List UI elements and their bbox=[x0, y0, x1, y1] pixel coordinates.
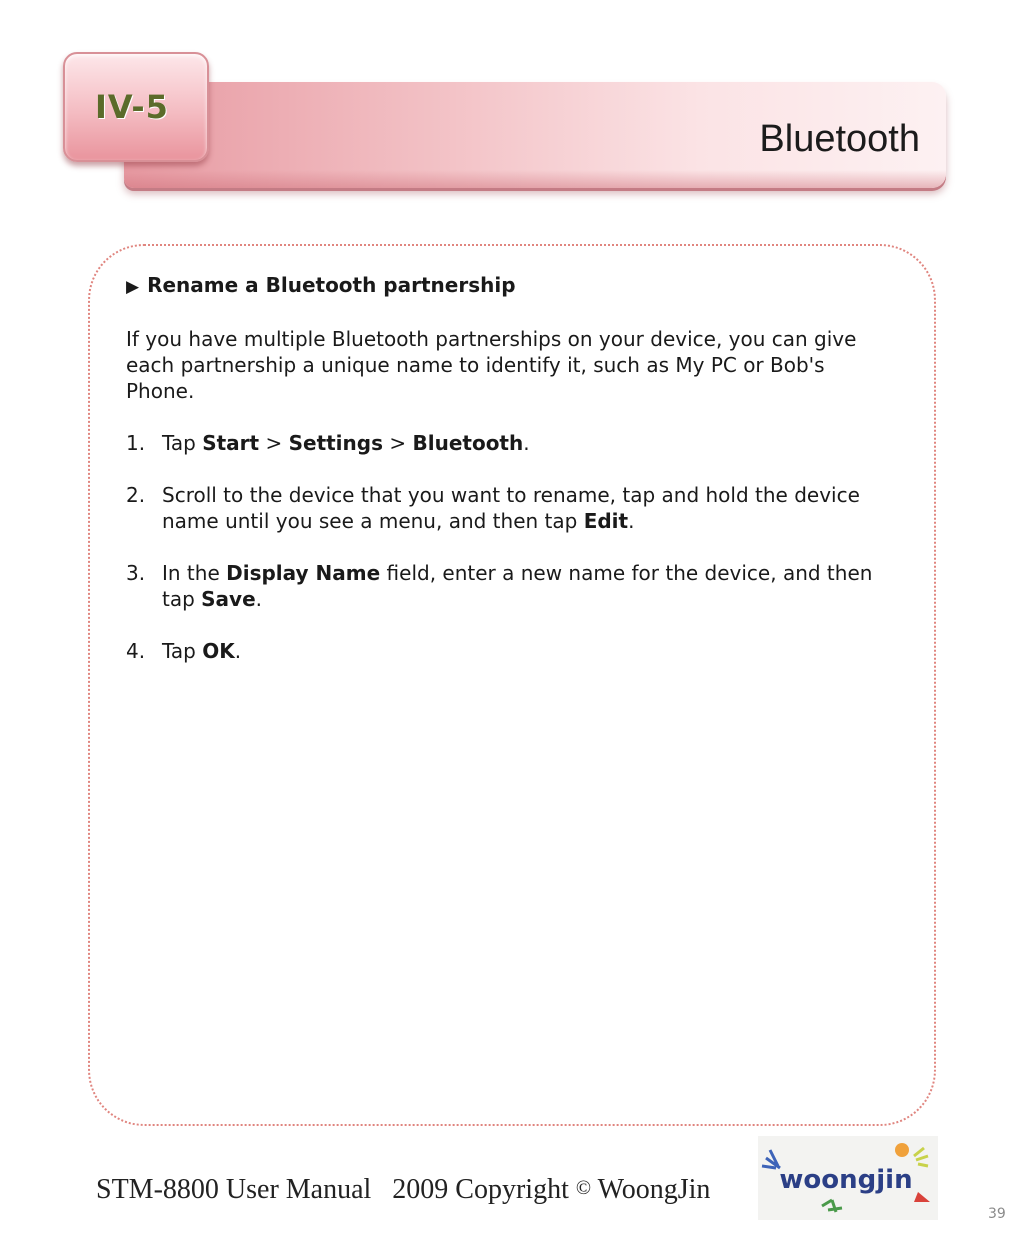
content-area bbox=[126, 272, 886, 690]
steps-list bbox=[126, 430, 886, 664]
step-text: Tap bbox=[162, 431, 203, 455]
footer-copyright bbox=[96, 1174, 710, 1206]
section-number: IV-5 bbox=[95, 88, 169, 126]
step-bold-term: OK bbox=[202, 639, 235, 663]
step-text: > bbox=[259, 431, 289, 455]
step-text: > bbox=[383, 431, 413, 455]
step-item bbox=[126, 560, 886, 612]
step-number: 3. bbox=[126, 561, 146, 585]
header-banner bbox=[124, 82, 946, 188]
step-text: In the bbox=[162, 561, 227, 585]
step-bold-term: Save bbox=[201, 587, 256, 611]
step-item bbox=[126, 430, 886, 456]
page-title: Bluetooth bbox=[759, 118, 920, 160]
manual-name: STM-8800 User Manual bbox=[96, 1174, 372, 1205]
intro-paragraph: If you have multiple Bluetooth partnerships on your device, you can give each partnership a unique name to identify it, such as My PC or Bob's Phone. bbox=[126, 327, 857, 403]
step-text: . bbox=[255, 587, 263, 611]
step-bold-term: Display Name bbox=[226, 561, 381, 585]
step-bold-term: Start bbox=[202, 431, 260, 455]
step-text: . bbox=[234, 639, 242, 663]
company-name: WoongJin bbox=[597, 1174, 711, 1205]
step-number: 1. bbox=[126, 431, 146, 455]
woongjin-logo bbox=[758, 1136, 938, 1220]
step-bold-term: Settings bbox=[288, 431, 383, 455]
step-number: 4. bbox=[126, 639, 146, 663]
section-heading-text: Rename a Bluetooth partnership bbox=[147, 273, 516, 297]
step-number: 2. bbox=[126, 483, 146, 507]
copyright-prefix: 2009 Copyright bbox=[392, 1174, 569, 1205]
play-triangle-icon: ▶ bbox=[126, 277, 140, 297]
section-number-badge bbox=[63, 52, 209, 162]
step-text: . bbox=[628, 509, 635, 533]
step-bold-term: Edit bbox=[583, 509, 629, 533]
copyright-symbol: © bbox=[575, 1177, 592, 1199]
step-text: Scroll to the device that you want to rename, tap and hold the device name until you see a menu, and then tap bbox=[162, 483, 860, 533]
section-heading bbox=[126, 272, 886, 300]
step-item bbox=[126, 482, 886, 534]
step-item bbox=[126, 638, 886, 664]
logo-sun-shape bbox=[895, 1143, 909, 1157]
step-text: Tap bbox=[162, 639, 203, 663]
step-text: . bbox=[523, 431, 530, 455]
logo-wordmark: woongjin bbox=[779, 1165, 913, 1195]
page-number: 39 bbox=[988, 1206, 1006, 1222]
step-text: field, enter a new name for the device, and then tap bbox=[162, 561, 873, 611]
step-bold-term: Bluetooth bbox=[412, 431, 524, 455]
